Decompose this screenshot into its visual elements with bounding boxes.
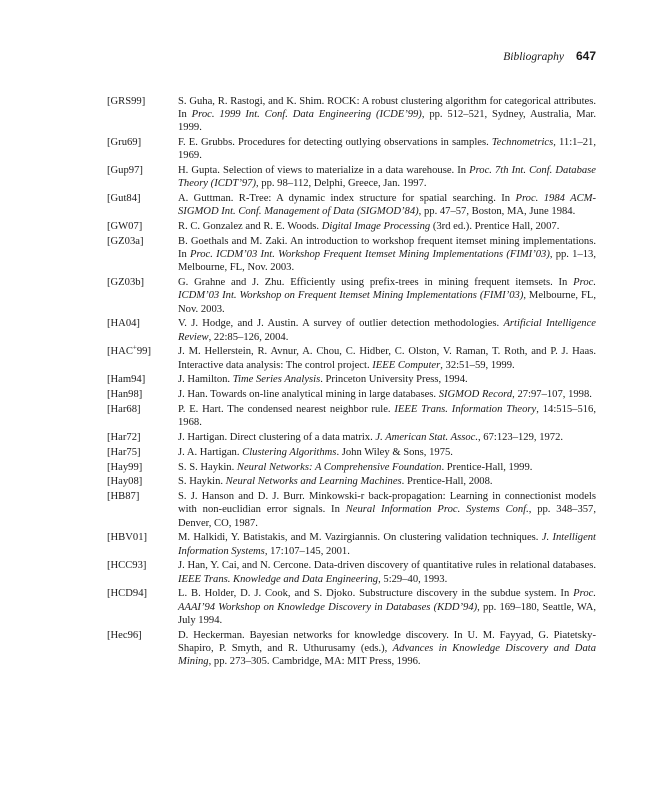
reference-key: [HA04] <box>107 318 140 330</box>
reference-entry <box>107 235 596 275</box>
reference-key: [GW07] <box>107 221 143 233</box>
reference-key: [Har75] <box>107 446 141 458</box>
reference-entry <box>107 531 596 557</box>
page-number: 647 <box>575 49 596 63</box>
reference-entry <box>107 192 596 218</box>
reference-key: [GZ03a] <box>107 236 144 247</box>
reference-entry <box>107 403 596 429</box>
reference-text: S. Guha, R. Rastogi, and K. Shim. ROCK: A robust clustering algorithm for categorical attributes. In Proc. 1999 Int. Conf. Data Engineering (ICDE’99), pp. 512–521, Sydney, Australia, Mar. 1999. <box>178 96 596 134</box>
reference-key: [Gru69] <box>107 137 142 149</box>
reference-entry <box>107 446 596 459</box>
reference-key: [GZ03b] <box>107 277 145 289</box>
reference-key: [Har68] <box>107 404 141 415</box>
reference-text: G. Grahne and J. Zhu. Efficiently using prefix-trees in mining frequent itemsets. In Proc. ICDM’03 Int. Workshop on Frequent Itemset Mining Implementations (FIMI’03), Melbourne, FL, Nov. 2003. <box>178 277 596 315</box>
reference-text: S. J. Hanson and D. J. Burr. Minkowski-r back-propagation: Learning in connectionist models with non-euclidian error signals. In Neural Information Proc. Systems Conf., pp. 348–357, Denver, CO, 1987. <box>178 491 596 529</box>
reference-text: J. Hartigan. Direct clustering of a data matrix. J. American Stat. Assoc., 67:123–129, 1972. <box>178 432 564 443</box>
reference-text: S. Haykin. Neural Networks and Learning Machines. Prentice-Hall, 2008. <box>178 476 493 488</box>
reference-entry <box>107 317 596 343</box>
reference-text: P. E. Hart. The condensed nearest neighbor rule. IEEE Trans. Information Theory, 14:515–516, 1968. <box>178 404 596 429</box>
reference-text: J. A. Hartigan. Clustering Algorithms. John Wiley & Sons, 1975. <box>178 446 453 458</box>
reference-text: A. Guttman. R-Tree: A dynamic index structure for spatial searching. In Proc. 1984 ACM-SIGMOD Int. Conf. Management of Data (SIGMOD’84), pp. 47–57, Boston, MA, June 1984. <box>178 193 596 218</box>
reference-key: [HBV01] <box>107 532 148 544</box>
reference-entry <box>107 629 596 669</box>
reference-entry <box>107 220 596 233</box>
reference-text: H. Gupta. Selection of views to materialize in a data warehouse. In Proc. 7th Int. Conf. Database Theory (ICDT’97), pp. 98–112, Delphi, Greece, Jan. 1997. <box>178 165 596 190</box>
reference-text: L. B. Holder, D. J. Cook, and S. Djoko. Substructure discovery in the subdue system. In Proc. AAAI’94 Workshop on Knowledge Discovery in Databases (KDD’94), pp. 169–180, Seattle, WA, July 1994. <box>178 588 596 626</box>
reference-entry <box>107 164 596 190</box>
reference-text: D. Heckerman. Bayesian networks for knowledge discovery. In U. M. Fayyad, G. Piatetsky-Shapiro, P. Smyth, and R. Uthurusamy (eds.), Advances in Knowledge Discovery and Data Mining, pp. 273–305. Cambridge, MA: MIT Press, 1996. <box>178 629 596 667</box>
reference-key: [Gut84] <box>107 193 141 205</box>
reference-text: J. M. Hellerstein, R. Avnur, A. Chou, C. Hidber, C. Olston, V. Raman, T. Roth, and P. J. Haas. Interactive data analysis: The control project. IEEE Computer, 32:51–59, 1999. <box>178 346 596 371</box>
reference-entry <box>107 461 596 474</box>
reference-key: [HB87] <box>107 491 140 503</box>
reference-key: [HCC93] <box>107 560 147 572</box>
reference-entry <box>107 559 596 585</box>
reference-entry <box>107 475 596 488</box>
reference-entry <box>107 388 596 401</box>
section-title: Bibliography <box>503 51 564 63</box>
running-header <box>503 49 596 63</box>
reference-entry <box>107 95 596 135</box>
reference-entry <box>107 431 596 444</box>
reference-entry <box>107 373 596 386</box>
reference-text: B. Goethals and M. Zaki. An introduction to workshop frequent itemset mining implementations. In Proc. ICDM’03 Int. Workshop Frequent Itemset Mining Implementations (FIMI’03), pp. 1–13, Melbourne, FL, Nov. 2003. <box>178 236 596 274</box>
reference-key: [HAC+99] <box>107 343 151 358</box>
reference-text: M. Halkidi, Y. Batistakis, and M. Vazirgiannis. On clustering validation techniques. J. Intelligent Information Systems, 17:107–145, 2001. <box>178 532 597 557</box>
reference-entry <box>107 276 596 316</box>
reference-key: [HCD94] <box>107 588 148 600</box>
reference-entry <box>107 345 596 371</box>
reference-key: [Hay08] <box>107 476 143 488</box>
reference-list <box>107 95 596 670</box>
reference-entry <box>107 136 596 162</box>
reference-key: [Har72] <box>107 432 141 443</box>
reference-entry <box>107 490 596 530</box>
reference-key: [Han98] <box>107 389 143 401</box>
reference-entry <box>107 587 596 627</box>
reference-text: R. C. Gonzalez and R. E. Woods. Digital Image Processing (3rd ed.). Prentice Hall, 2007. <box>178 221 560 233</box>
reference-key: [Hec96] <box>107 629 142 641</box>
reference-key: [GRS99] <box>107 96 146 107</box>
reference-text: S. S. Haykin. Neural Networks: A Comprehensive Foundation. Prentice-Hall, 1999. <box>178 461 533 473</box>
reference-text: F. E. Grubbs. Procedures for detecting outlying observations in samples. Technometrics, 11:1–21, 1969. <box>178 137 597 162</box>
reference-text: J. Han, Y. Cai, and N. Cercone. Data-driven discovery of quantitative rules in relational databases. IEEE Trans. Knowledge and Data Engineering, 5:29–40, 1993. <box>178 560 596 585</box>
reference-text: J. Han. Towards on-line analytical mining in large databases. SIGMOD Record, 27:97–107, 1998. <box>178 389 592 401</box>
reference-key: [Gup97] <box>107 165 143 177</box>
reference-key: [Hay99] <box>107 461 143 473</box>
reference-text: V. J. Hodge, and J. Austin. A survey of outlier detection methodologies. Artificial Intelligence Review, 22:85–126, 2004. <box>178 318 596 343</box>
reference-text: J. Hamilton. Time Series Analysis. Princeton University Press, 1994. <box>178 374 468 386</box>
reference-key: [Ham94] <box>107 374 146 386</box>
